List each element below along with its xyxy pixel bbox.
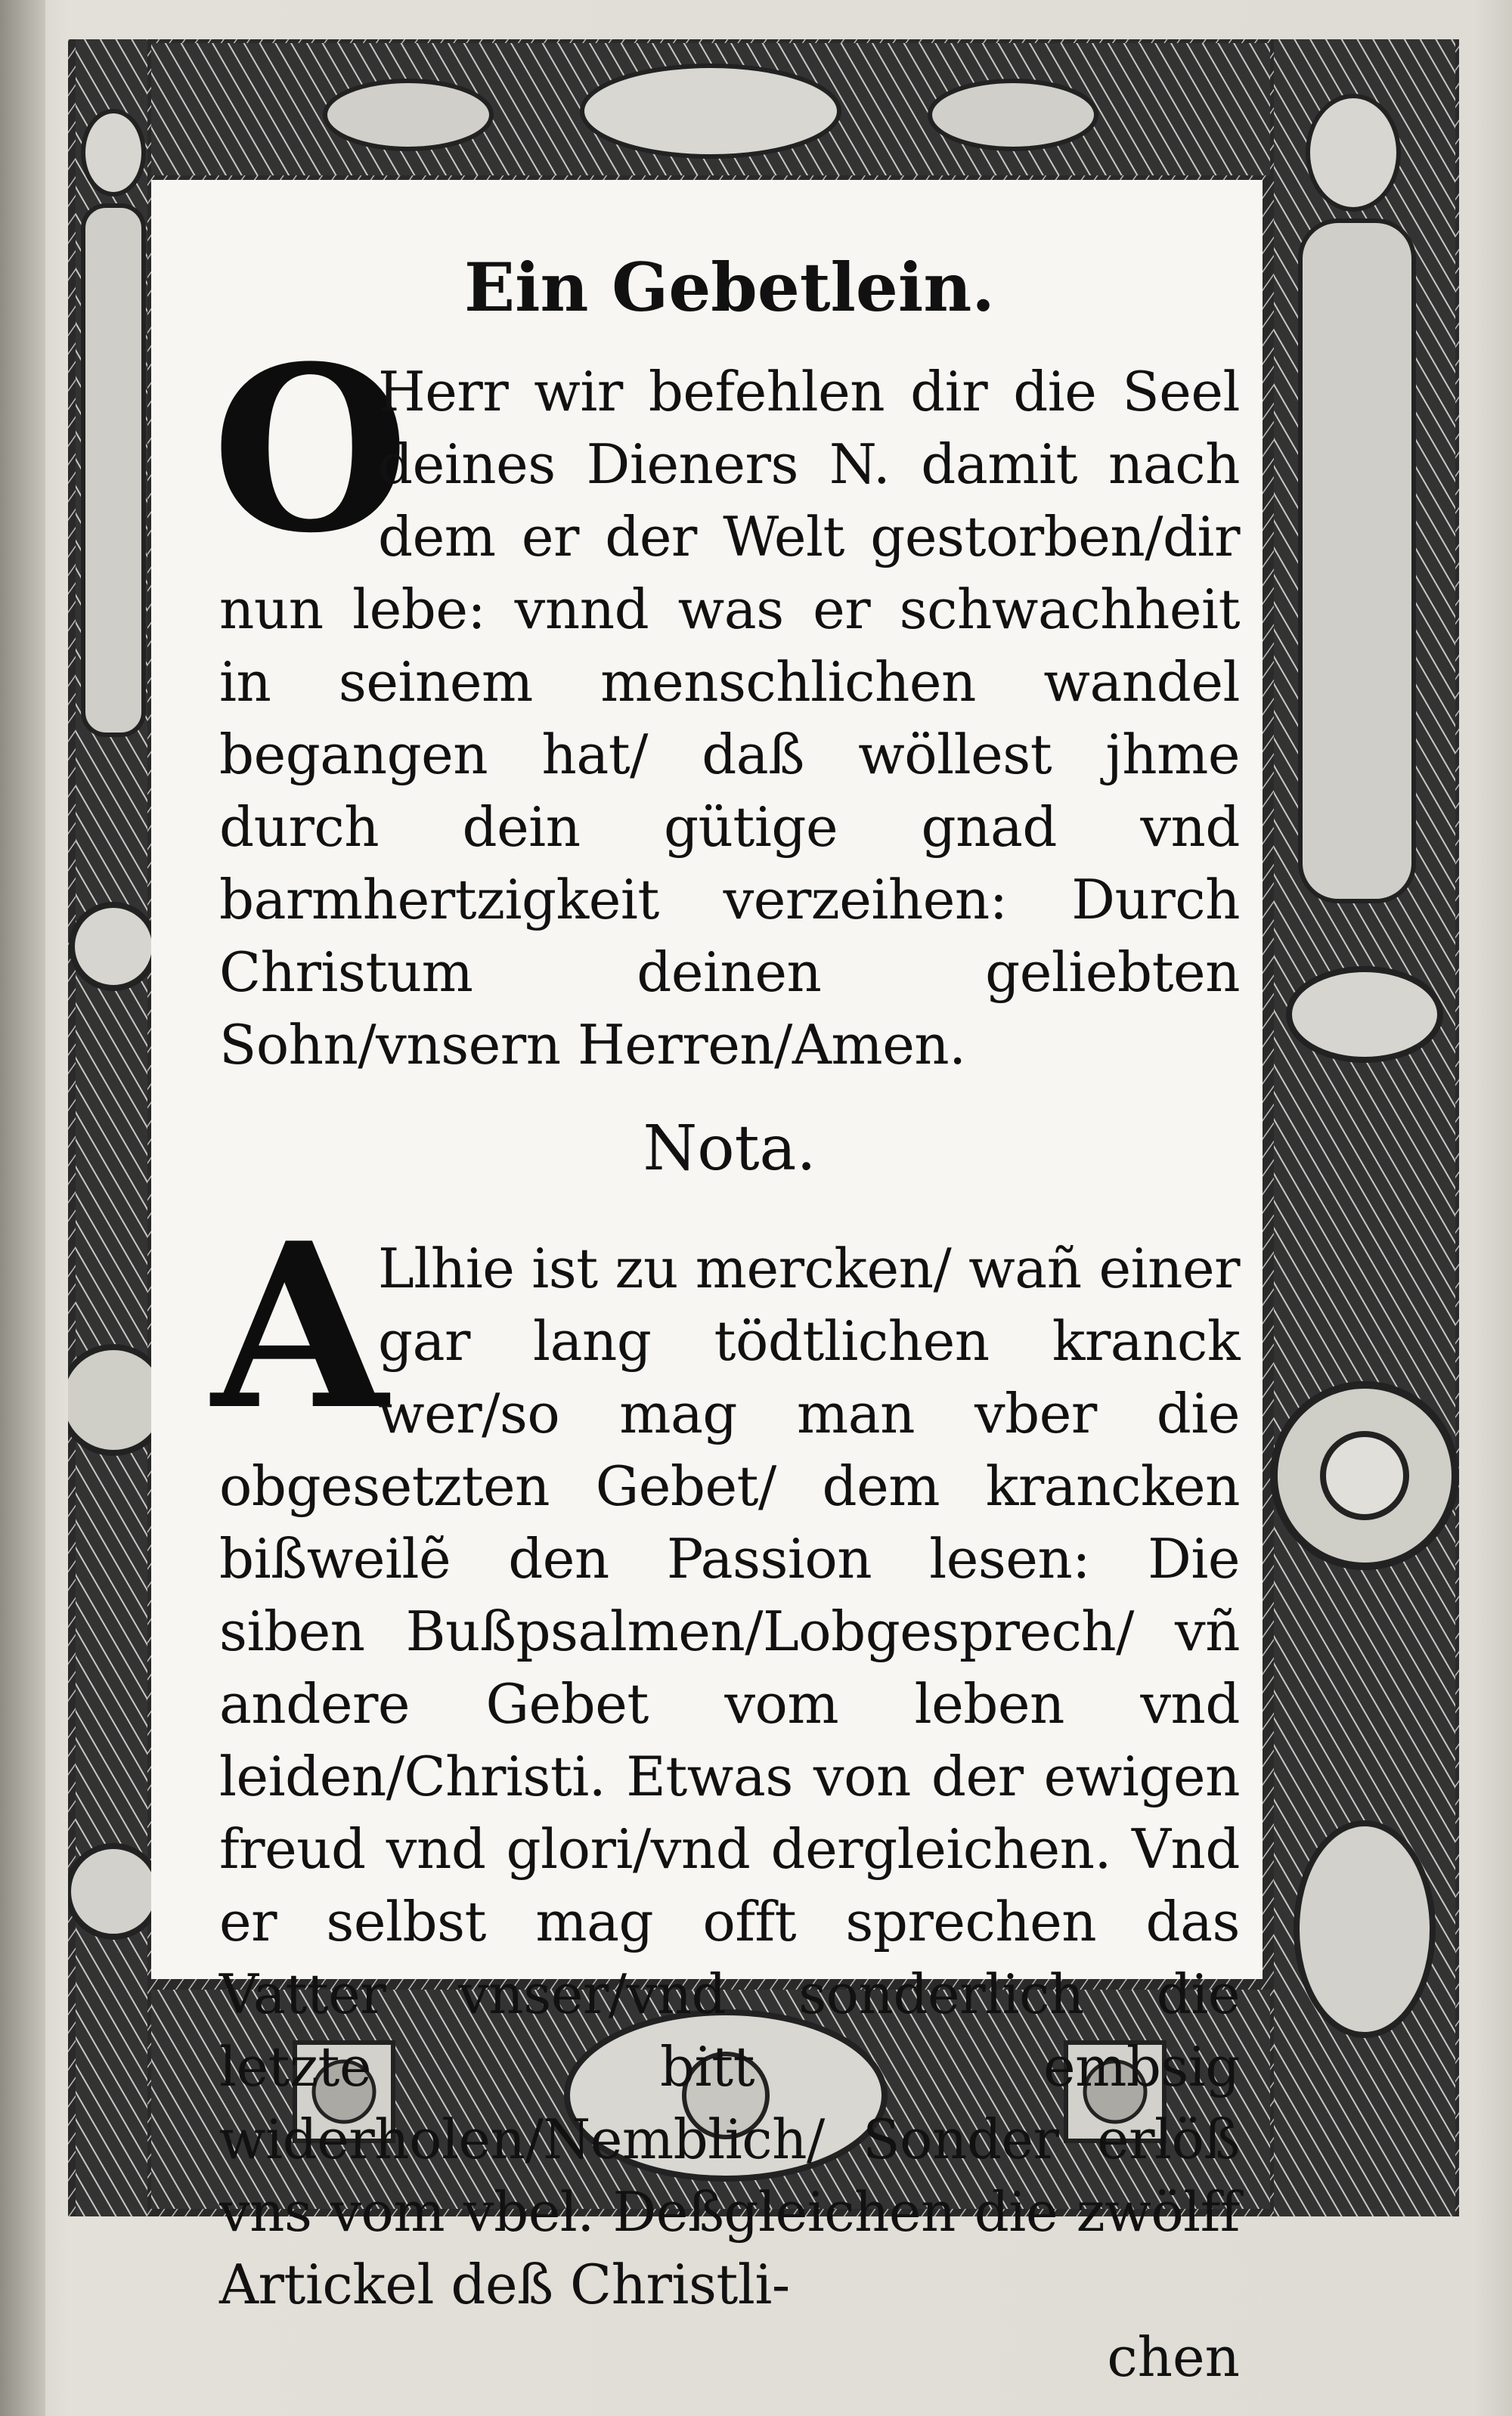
catchword: chen: [1107, 2325, 1240, 2389]
prayer-text: Herr wir befehlen dir die Seel deines Dieners N. damit nach dem er der Welt gestorben/dir nun lebe: vnnd was er schwachheit in seinem menschlichen wandel begangen hat/ daß wöllest jhme durch dein gütige gnad vnd barmhertzigkeit verzeihen: Durch Christum deinen geliebten Sohn/vnsern Herren/Amen.: [219, 360, 1240, 1076]
prayer-heading: Ein Gebetlein.: [464, 248, 995, 327]
drop-cap-initial: O: [212, 316, 409, 583]
nota-paragraph: [212, 1193, 1240, 2321]
nota-heading: Nota.: [643, 1113, 816, 1185]
nota-text: Llhie ist zu mercken/ wañ einer gar lang tödtlichen kranck wer/so mag man vber die obgesetzten Gebet/ dem krancken bißweilẽ den Passion lesen: Die siben Bußpsalmen/Lobgesprech/ vñ andere Gebet vom leben vnd leiden/Christi. Etwas von der ewigen freud vnd glori/vnd dergleichen. Vnd er selbst mag offt sprechen das Vatter vnser/vnd sonderlich die letzte bitt embsig widerholen/Nemblich/ Sonder erlöß vns vom vbel. Deßgleichen die zwölff Artickel deß Christli-: [219, 1237, 1240, 2316]
text-block: [212, 248, 1240, 2393]
gutter-shadow: [0, 0, 45, 2416]
drop-cap-initial: A: [212, 1193, 388, 1460]
prayer-paragraph: [212, 316, 1240, 1081]
